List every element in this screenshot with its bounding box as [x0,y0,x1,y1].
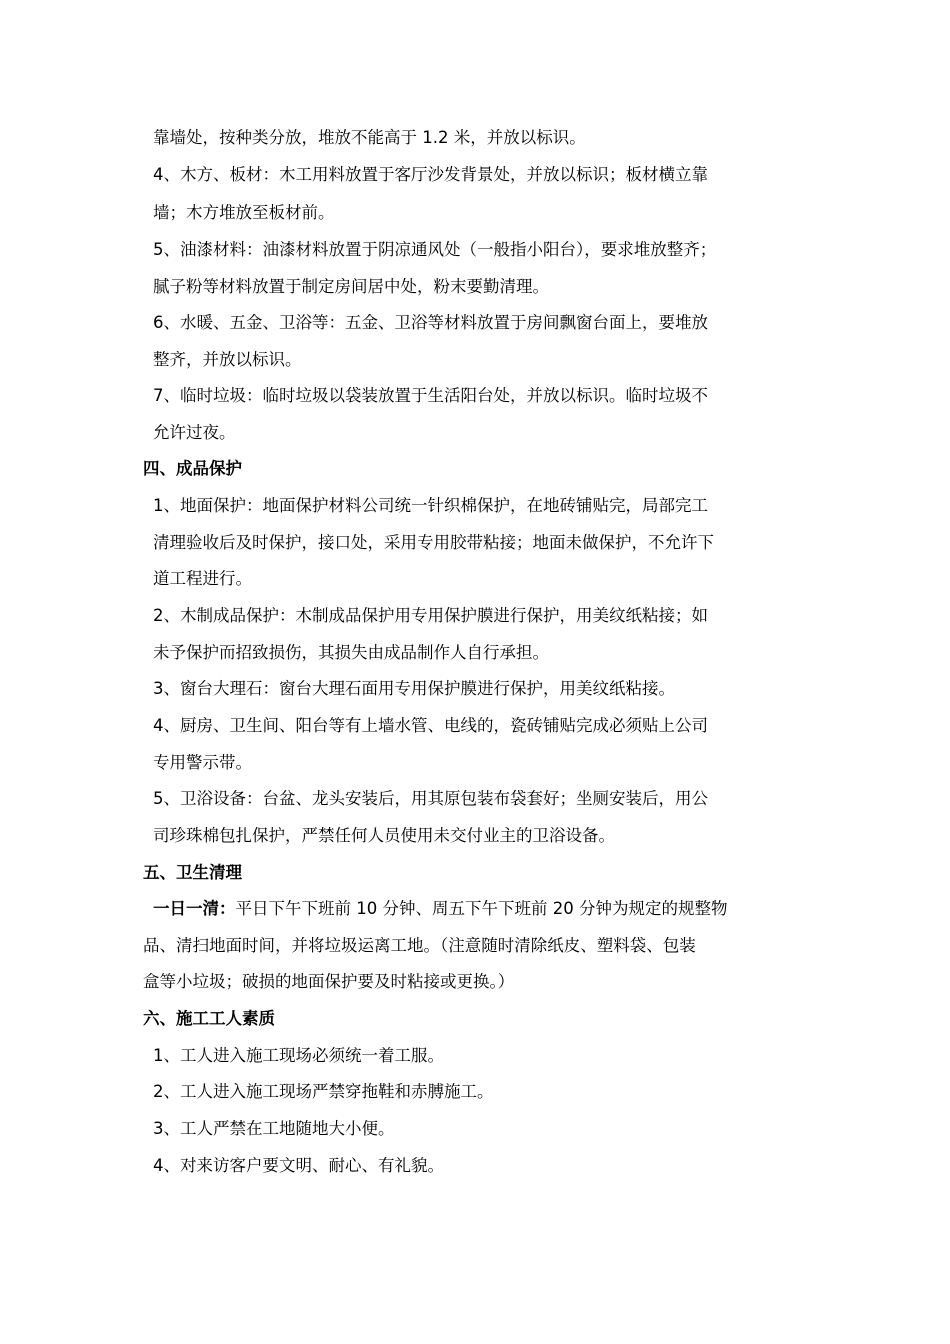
paragraph-line: 未予保护而招致损伤，其损失由成品制作人自行承担。 [153,643,549,662]
paragraph-line: 品、清扫地面时间，并将垃圾运离工地。（注意随时清除纸皮、塑料袋、包装 [143,936,696,955]
paragraph-line: 靠墙处，按种类分放，堆放不能高于 1.2 米，并放以标识。 [153,128,586,147]
paragraph-line: 1、地面保护：地面保护材料公司统一针织棉保护，在地砖铺贴完，局部完工 [153,496,708,515]
paragraph-text: 平日下午下班前 10 分钟、周五下午下班前 20 分钟为规定的规整物 [235,899,728,918]
paragraph-line: 道工程进行。 [153,569,252,588]
paragraph-line: 1、工人进入施工现场必须统一着工服。 [153,1046,444,1065]
paragraph-line: 3、工人严禁在工地随地大小便。 [153,1119,395,1138]
paragraph-line: 专用警示带。 [153,753,252,772]
paragraph-line: 4、对来访客户要文明、耐心、有礼貌。 [153,1156,444,1175]
paragraph-line: 允许过夜。 [153,423,236,442]
section-heading: 六、施工工人素质 [143,1009,275,1028]
paragraph-line: 盒等小垃圾；破损的地面保护要及时粘接或更换。） [143,972,515,991]
paragraph-line: 整齐，并放以标识。 [153,350,302,369]
paragraph-line: 3、窗台大理石：窗台大理石面用专用保护膜进行保护，用美纹纸粘接。 [153,679,675,698]
paragraph-line [153,899,727,919]
paragraph-line: 腻子粉等材料放置于制定房间居中处，粉末要勤清理。 [153,277,549,296]
section-heading: 五、卫生清理 [143,863,242,882]
paragraph-line: 墙；木方堆放至板材前。 [153,203,335,222]
bold-lead-term: 一日一清： [153,899,236,918]
paragraph-line: 7、临时垃圾：临时垃圾以袋装放置于生活阳台处，并放以标识。临时垃圾不 [153,386,708,405]
paragraph-line: 6、水暖、五金、卫浴等：五金、卫浴等材料放置于房间飘窗台面上，要堆放 [153,313,708,332]
paragraph-line: 2、木制成品保护：木制成品保护用专用保护膜进行保护，用美纹纸粘接；如 [153,606,708,625]
paragraph-line: 4、木方、板材：木工用料放置于客厅沙发背景处，并放以标识；板材横立靠 [153,165,708,184]
paragraph-line: 5、卫浴设备：台盆、龙头安装后，用其原包装布袋套好；坐厕安装后，用公 [153,789,708,808]
paragraph-line: 司珍珠棉包扎保护，严禁任何人员使用未交付业主的卫浴设备。 [153,826,615,845]
paragraph-line: 2、工人进入施工现场严禁穿拖鞋和赤膊施工。 [153,1082,494,1101]
paragraph-line: 4、厨房、卫生间、阳台等有上墙水管、电线的，瓷砖铺贴完成必须贴上公司 [153,716,708,735]
paragraph-line: 5、油漆材料：油漆材料放置于阴凉通风处（一般指小阳台），要求堆放整齐； [153,240,717,259]
section-heading: 四、成品保护 [143,459,242,478]
paragraph-line: 清理验收后及时保护，接口处，采用专用胶带粘接；地面未做保护，不允许下 [153,533,714,552]
